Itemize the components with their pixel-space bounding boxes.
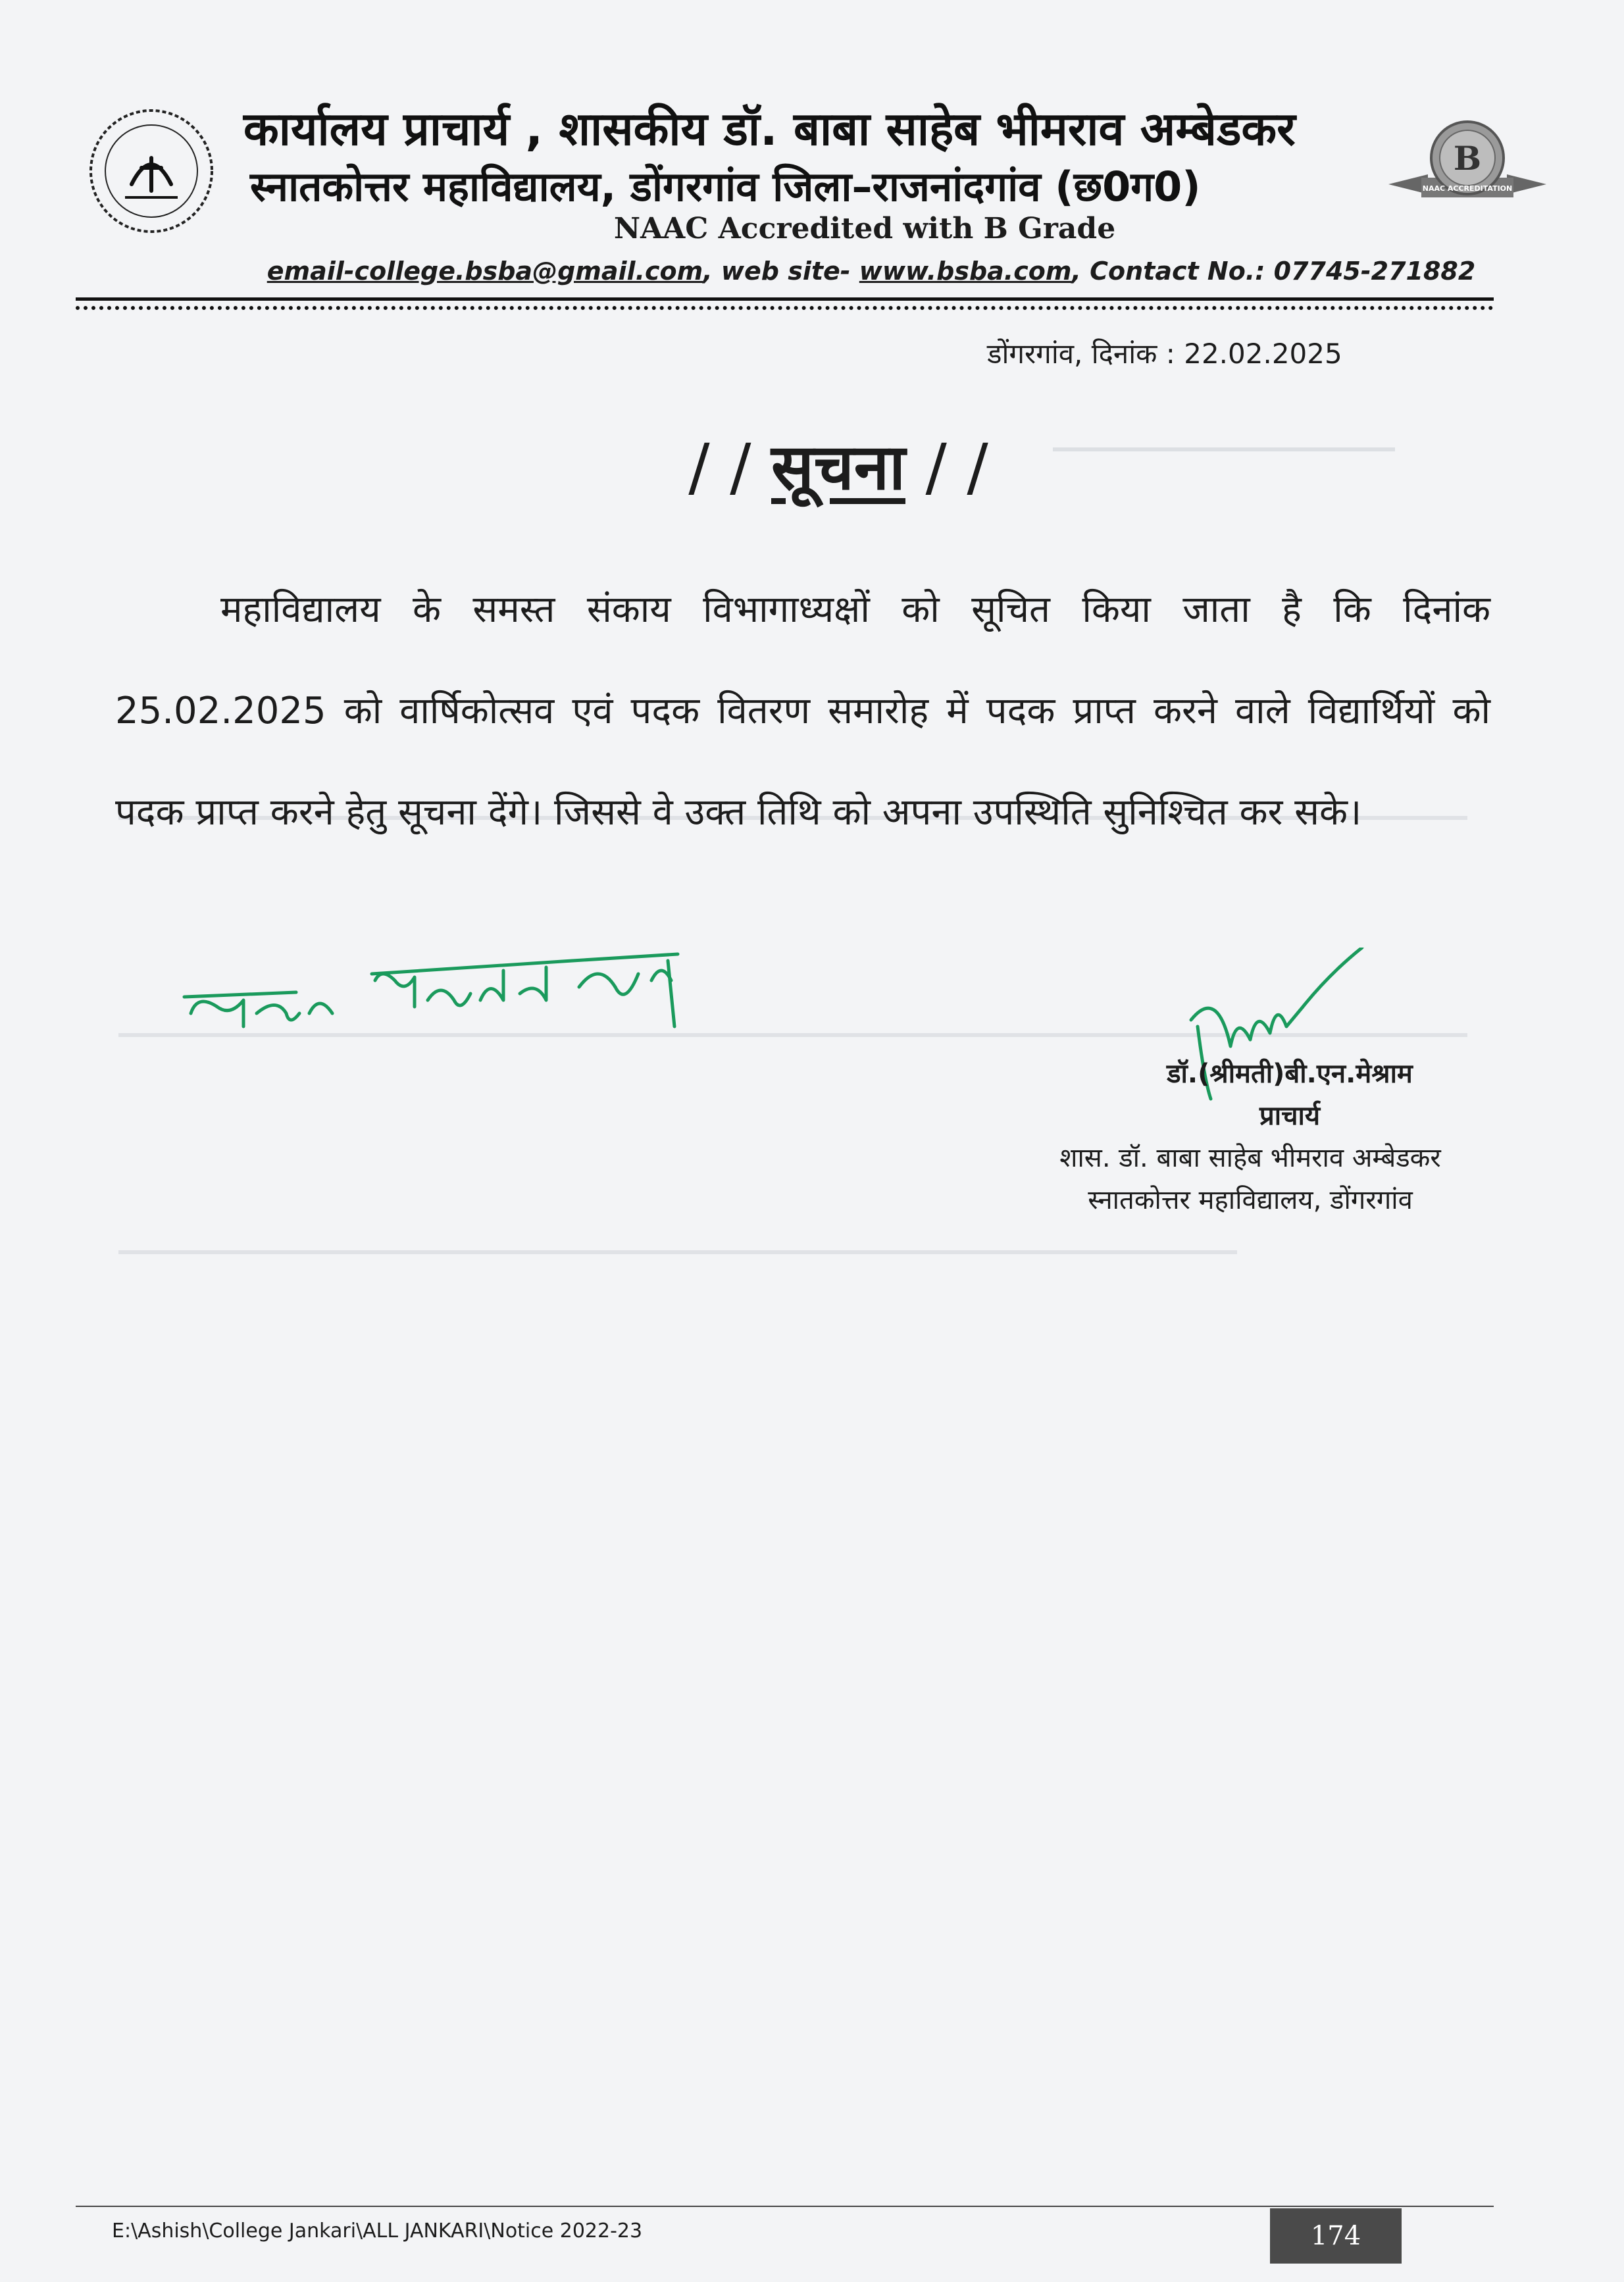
header-web-prefix: , web site- (703, 257, 851, 286)
signatory-org-line2: स्नातकोत्तर महाविद्यालय, डोंगरगांव (1088, 1185, 1413, 1215)
notice-body (115, 559, 1490, 863)
naac-badge-icon (1382, 112, 1553, 224)
header-contact-line (0, 253, 1624, 289)
footer-file-path: E:\Ashish\College Jankari\ALL JANKARI\Notice 2022-23 (112, 2219, 643, 2243)
page-number: 174 (1270, 2208, 1402, 2264)
signature-block (954, 1053, 1546, 1221)
header-college-line: स्नातकोत्तर महाविद्यालय, डोंगरगांव जिला–राजनांदगांव (छ0ग0) (250, 163, 1201, 211)
date-line: डोंगरगांव, दिनांक : 22.02.2025 (987, 338, 1342, 370)
signatory-org-line1: शास. डॉ. बाबा साहेब भीमराव अम्बेडकर (1059, 1143, 1441, 1173)
notice-body-text: महाविद्यालय के समस्त संकाय विभागाध्यक्षों को सूचित किया जाता है कि दिनांक 25.02.2025 को वार्षिकोत्सव एवं पदक वितरण समारोह में पदक प्राप्त करने वाले विद्यार्थियों को पदक प्राप्त करने हेतु सूचना देंगे। जिससे वे उक्त तिथि को अपना उपस्थिति सुनिश्चित कर सके। (115, 588, 1490, 834)
header-office-line: कार्यालय प्राचार्य , शासकीय डॉ. बाबा साहेब भीमराव अम्बेडकर (243, 102, 1296, 156)
header-website: www.bsba.com (859, 257, 1072, 286)
naac-badge-text: NAAC ACCREDITATION (1422, 184, 1513, 193)
naac-badge-letter: B (1453, 139, 1482, 178)
header-rule-dotted (76, 306, 1494, 310)
header-naac-grade: NAAC Accredited with B Grade (613, 212, 1116, 245)
signatory-designation: प्राचार्य (1259, 1101, 1321, 1131)
footer-rule (76, 2206, 1494, 2207)
title-suffix: / / (925, 430, 988, 504)
handwritten-note (178, 915, 704, 1046)
header-contact-number: , Contact No.: 07745-271882 (1071, 257, 1476, 286)
header-email: email-college.bsba@gmail.com (266, 257, 703, 286)
notice-title (0, 421, 1624, 513)
bleed-through-marks (118, 1250, 1237, 1267)
title-word: सूचना (771, 430, 905, 504)
header-rule (76, 297, 1494, 301)
signatory-name: डॉ.(श्रीमती)बी.एन.मेश्राम (1167, 1059, 1413, 1089)
title-prefix: / / (688, 430, 751, 504)
